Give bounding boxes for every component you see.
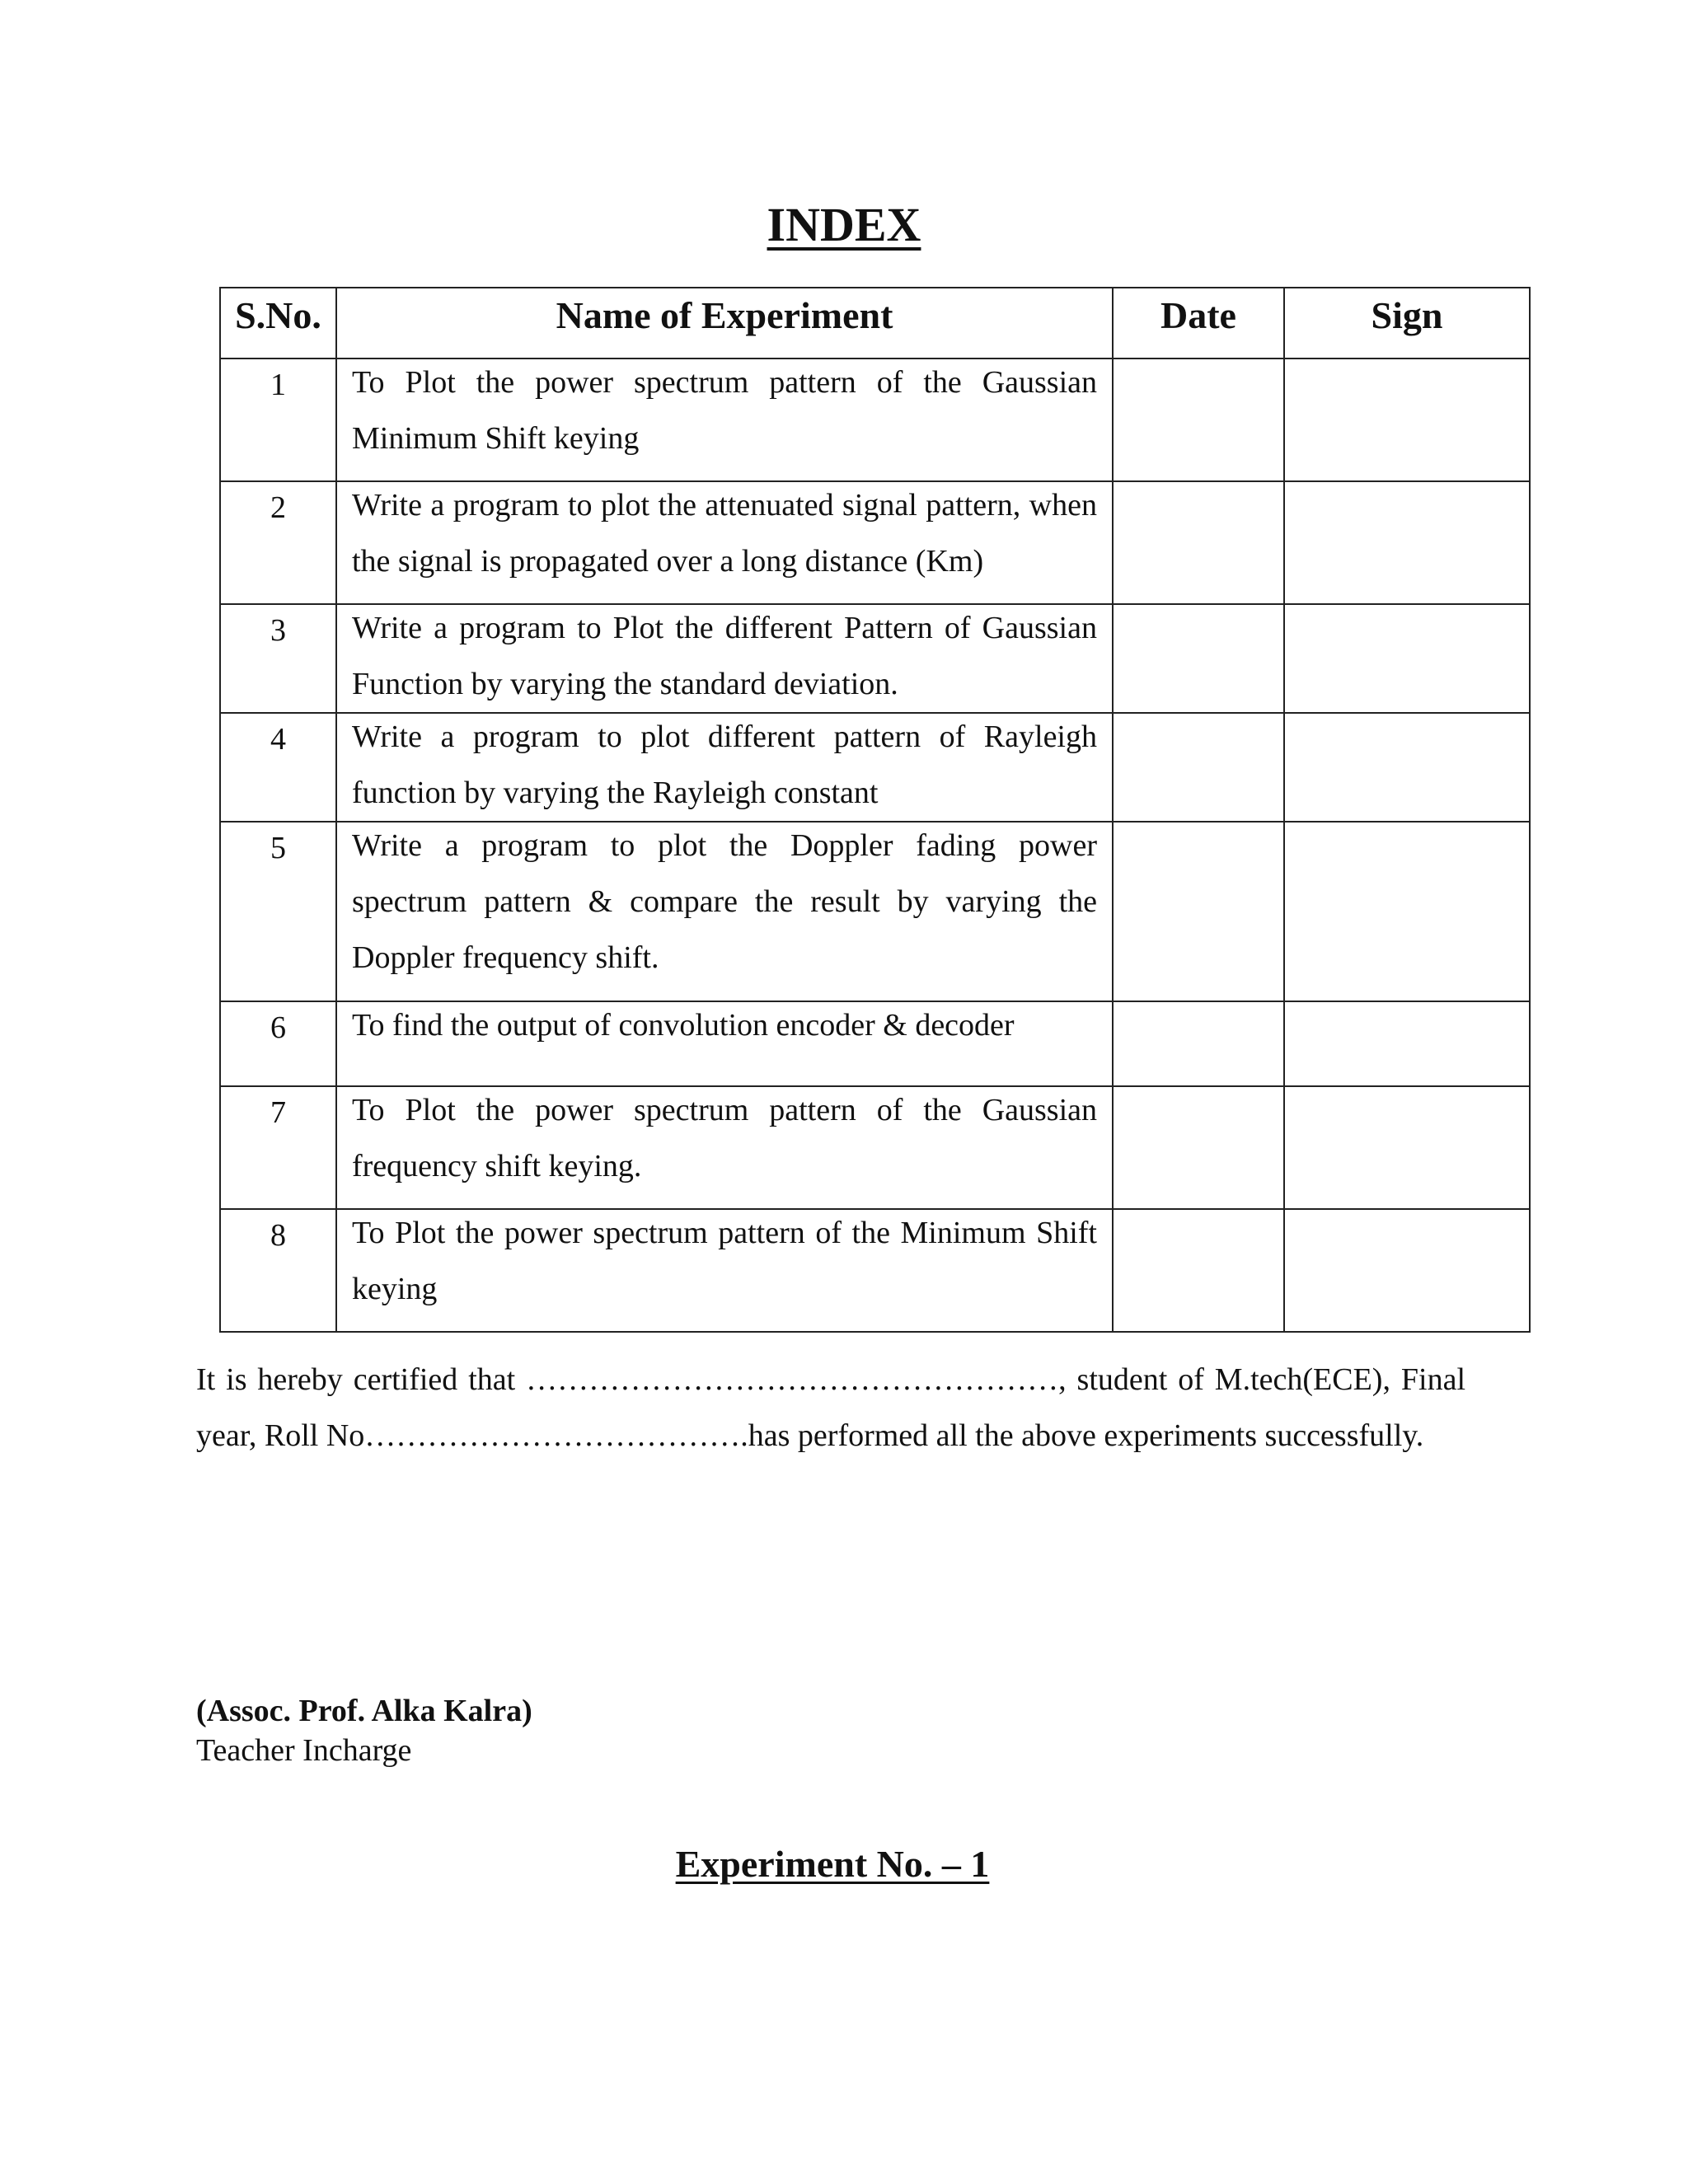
table-row bbox=[220, 604, 1530, 713]
row-sign-cell bbox=[1284, 822, 1530, 1001]
teacher-role: Teacher Incharge bbox=[196, 1733, 412, 1768]
header-sno: S.No. bbox=[220, 288, 336, 359]
row-experiment-name: To find the output of convolution encoder & decoder bbox=[336, 1001, 1113, 1086]
row-experiment-name: Write a program to plot the Doppler fading power spectrum pattern & compare the result by varying the Doppler frequency shift. bbox=[336, 822, 1113, 1001]
row-date-cell bbox=[1113, 1209, 1284, 1332]
table-row bbox=[220, 359, 1530, 481]
row-sno: 1 bbox=[220, 359, 336, 481]
row-experiment-name: Write a program to plot different pattern of Rayleigh function by varying the Rayleigh constant bbox=[336, 713, 1113, 822]
row-experiment-name: Write a program to Plot the different Pattern of Gaussian Function by varying the standard deviation. bbox=[336, 604, 1113, 713]
table-row bbox=[220, 713, 1530, 822]
row-sno: 7 bbox=[220, 1086, 336, 1209]
row-sno: 4 bbox=[220, 713, 336, 822]
table-row bbox=[220, 1086, 1530, 1209]
row-date-cell bbox=[1113, 359, 1284, 481]
row-experiment-name: To Plot the power spectrum pattern of the Gaussian frequency shift keying. bbox=[336, 1086, 1113, 1209]
table-row bbox=[220, 481, 1530, 604]
row-experiment-name: To Plot the power spectrum pattern of the Minimum Shift keying bbox=[336, 1209, 1113, 1332]
table-header-row bbox=[220, 288, 1530, 359]
row-sign-cell bbox=[1284, 359, 1530, 481]
table-row bbox=[220, 1001, 1530, 1086]
header-date: Date bbox=[1113, 288, 1284, 359]
row-sign-cell bbox=[1284, 1086, 1530, 1209]
row-date-cell bbox=[1113, 713, 1284, 822]
experiment-heading: Experiment No. – 1 bbox=[675, 1843, 990, 1885]
row-sign-cell bbox=[1284, 1001, 1530, 1086]
row-date-cell bbox=[1113, 1086, 1284, 1209]
table-row bbox=[220, 1209, 1530, 1332]
index-table bbox=[219, 287, 1531, 1333]
row-date-cell bbox=[1113, 1001, 1284, 1086]
row-sign-cell bbox=[1284, 481, 1530, 604]
row-date-cell bbox=[1113, 481, 1284, 604]
row-sno: 3 bbox=[220, 604, 336, 713]
row-experiment-name: Write a program to plot the attenuated signal pattern, when the signal is propagated over a long distance (Km) bbox=[336, 481, 1113, 604]
row-date-cell bbox=[1113, 604, 1284, 713]
row-sno: 5 bbox=[220, 822, 336, 1001]
row-sno: 8 bbox=[220, 1209, 336, 1332]
header-name-of-experiment: Name of Experiment bbox=[336, 288, 1113, 359]
row-experiment-name: To Plot the power spectrum pattern of the Gaussian Minimum Shift keying bbox=[336, 359, 1113, 481]
header-sign: Sign bbox=[1284, 288, 1530, 359]
row-sno: 6 bbox=[220, 1001, 336, 1086]
page-title: INDEX bbox=[767, 198, 921, 251]
row-sign-cell bbox=[1284, 604, 1530, 713]
table-row bbox=[220, 822, 1530, 1001]
row-date-cell bbox=[1113, 822, 1284, 1001]
certification-text: It is hereby certified that ……………………………………………, student of M.tech(ECE), Final year, Roll No……………………………….has performed all the above experiments successfully. bbox=[196, 1362, 1465, 1453]
row-sign-cell bbox=[1284, 1209, 1530, 1332]
teacher-name: (Assoc. Prof. Alka Kalra) bbox=[196, 1694, 532, 1728]
row-sign-cell bbox=[1284, 713, 1530, 822]
row-sno: 2 bbox=[220, 481, 336, 604]
